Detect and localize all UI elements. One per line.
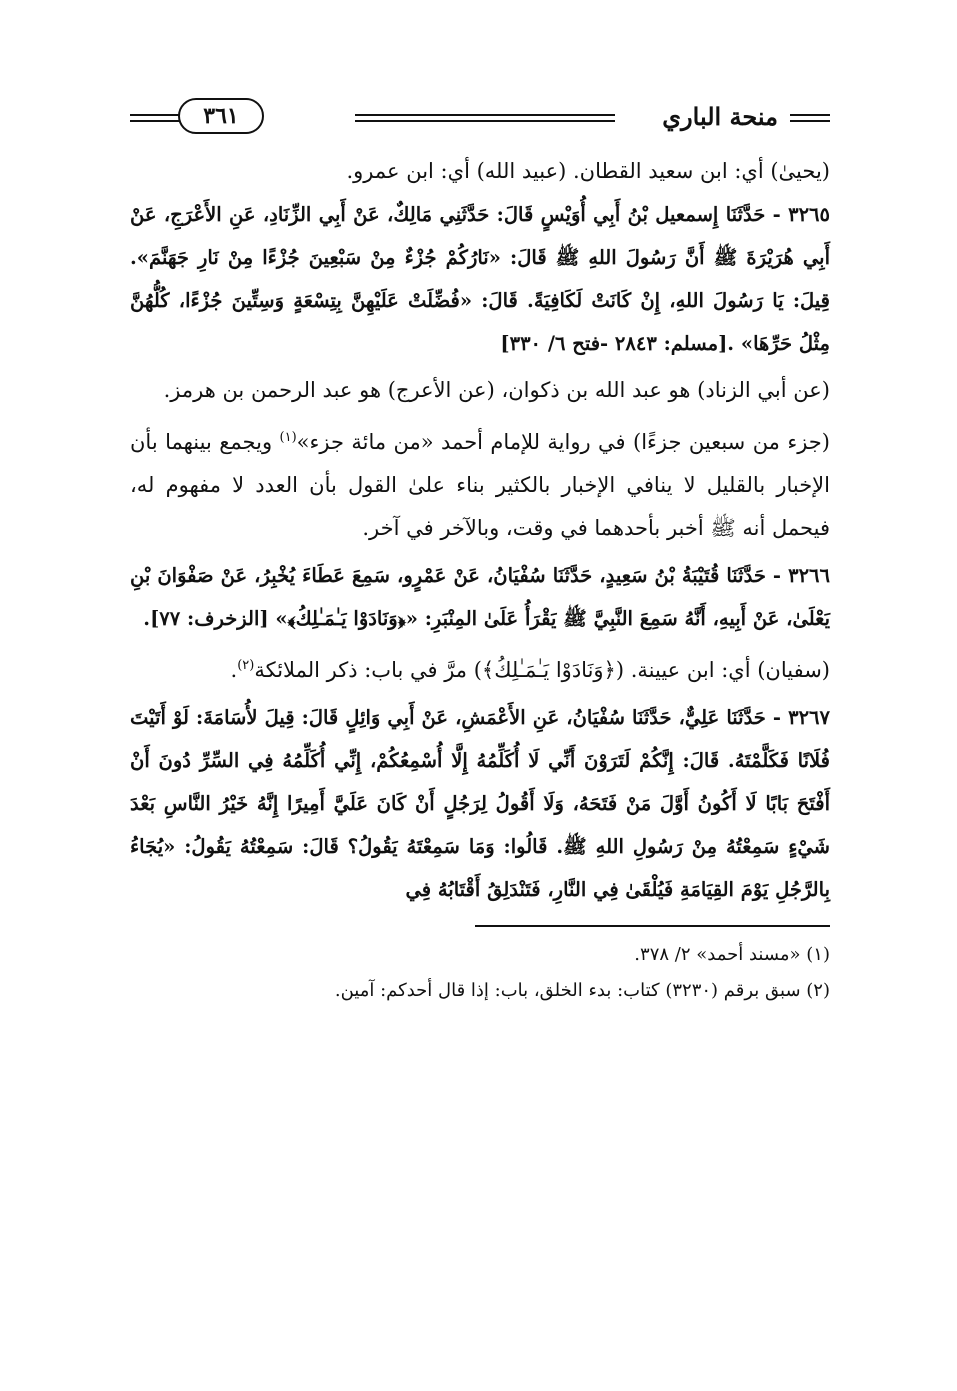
book-title: منحة الباري <box>662 102 778 131</box>
commentary-paragraph <box>130 644 830 692</box>
main-text <box>130 150 830 911</box>
hadith-3267: ٣٢٦٧ - حَدَّثَنَا عَلِيٌّ، حَدَّثَنَا سُفْيَانُ، عَنِ الأَعْمَشِ، عَنْ أَبِي وَائِلٍ قَالَ: قِيلَ لأُسَامَةَ: لَوْ أَتَيْتَ فُلَانًا فَكَلَّمْتَهُ. قَالَ: إِنَّكُمْ لَتَرَوْنَ أَنِّي لَا أُكَلِّمُهُ إِلَّا أُسْمِعُكُمْ، إِنِّي أُكَلِّمُهُ فِي السِّرِّ دُونَ أَنْ أَفْتَحَ بَابًا لَا أَكُونُ أَوَّلَ مَنْ فَتَحَهُ، وَلَا أَقُولُ لِرَجُلٍ أَنْ كَانَ عَلَيَّ أَمِيرًا إِنَّهُ خَيْرُ النَّاسِ بَعْدَ شَيْءٍ سَمِعْتُهُ مِنْ رَسُولِ اللهِ ﷺ. قَالُوا: وَمَا سَمِعْتَهُ يَقُولُ؟ قَالَ: سَمِعْتُهُ يَقُولُ: «يُجَاءُ بِالرَّجُلِ يَوْمَ القِيَامَةِ فَيُلْقَىٰ فِي النَّارِ، فَتَنْدَلِقُ أَقْتَابُهُ فِي <box>130 706 830 901</box>
page-number: ٣٦١ <box>178 98 264 134</box>
footnote-marker: (٢) <box>237 658 255 673</box>
commentary-text: ويجمع بينهما بأن الإخبار بالقليل لا ينافي الإخبار بالكثير بناء علىٰ القول بأن العدد لا مفهوم له، فيحمل أنه ﷺ أخبر بأحدهما في وقت، وبالآخر في آخر. <box>130 430 830 540</box>
footnote-1: (١) «مسند أحمد» ٢/ ٣٧٨. <box>634 944 830 965</box>
header-rule-middle <box>355 114 615 116</box>
header-rule-right <box>790 114 830 116</box>
footnote-2: (٢) سبق برقم (٣٢٣٠) كتاب: بدء الخلق، باب: إذا قال أحدكم: آمين. <box>334 980 830 1001</box>
book-page <box>130 90 830 1009</box>
commentary-text: (سفيان) أي: ابن عيينة. (﴿وَنَادَوْا يَـٰمَـٰلِكُ﴾) مرَّ في باب: ذكر الملائكة <box>254 658 830 682</box>
commentary-paragraph: (عن أبي الزناد) هو عبد الله بن ذكوان، (عن الأعرج) هو عبد الرحمن بن هرمز. <box>163 378 830 402</box>
page-header <box>130 90 830 150</box>
commentary-paragraph: (يحيىٰ) أي: ابن سعيد القطان. (عبيد الله) أي: ابن عمرو. <box>346 159 830 183</box>
commentary-text: . <box>230 658 238 682</box>
footnote-divider <box>475 925 830 927</box>
footnotes <box>130 937 830 1009</box>
commentary-paragraph <box>130 416 830 550</box>
header-rule-left <box>130 114 180 116</box>
hadith-3265: ٣٢٦٥ - حَدَّثَنَا إِسمعيل بْنُ أَبِي أُوَيْسٍ قَالَ: حَدَّثَنِي مَالِكٌ، عَنْ أَبِي الزِّنَادِ، عَنِ الأَعْرَجِ، عَنْ أَبِي هُرَيْرَةَ ﷺ أَنَّ رَسُولَ اللهِ ﷺ قَالَ: «نَارُكُمْ جُزْءٌ مِنْ سَبْعِينَ جُزْءًا مِنْ نَارِ جَهَنَّمَ». قِيلَ: يَا رَسُولَ اللهِ، إِنْ كَانَتْ لَكَافِيَةً. قَالَ: «فُضِّلَتْ عَلَيْهِنَّ بِتِسْعَةٍ وَسِتِّينَ جُزْءًا، كُلُّهُنَّ مِثْلُ حَرِّهَا» .[مسلم: ٢٨٤٣ -فتح ٦/ ٣٣٠] <box>130 203 830 355</box>
commentary-text: (جزء من سبعين جزءًا) في رواية للإمام أحمد «من مائة جزء» <box>296 430 830 454</box>
footnote-marker: (١) <box>279 430 297 445</box>
hadith-3266: ٣٢٦٦ - حَدَّثَنَا قُتَيْبَةُ بْنُ سَعِيدٍ، حَدَّثَنَا سُفْيَانُ، عَنْ عَمْرٍو، سَمِعَ عَطَاءَ يُخْبِرُ، عَنْ صَفْوَانَ بْنِ يَعْلَىٰ، عَنْ أَبِيهِ، أَنَّهُ سَمِعَ النَّبِيَّ ﷺ يَقْرَأُ عَلَىٰ المِنْبَرِ: «﴿وَنَادَوْا يَـٰمَـٰلِكُ﴾» [الزخرف: ٧٧]. <box>130 564 830 630</box>
